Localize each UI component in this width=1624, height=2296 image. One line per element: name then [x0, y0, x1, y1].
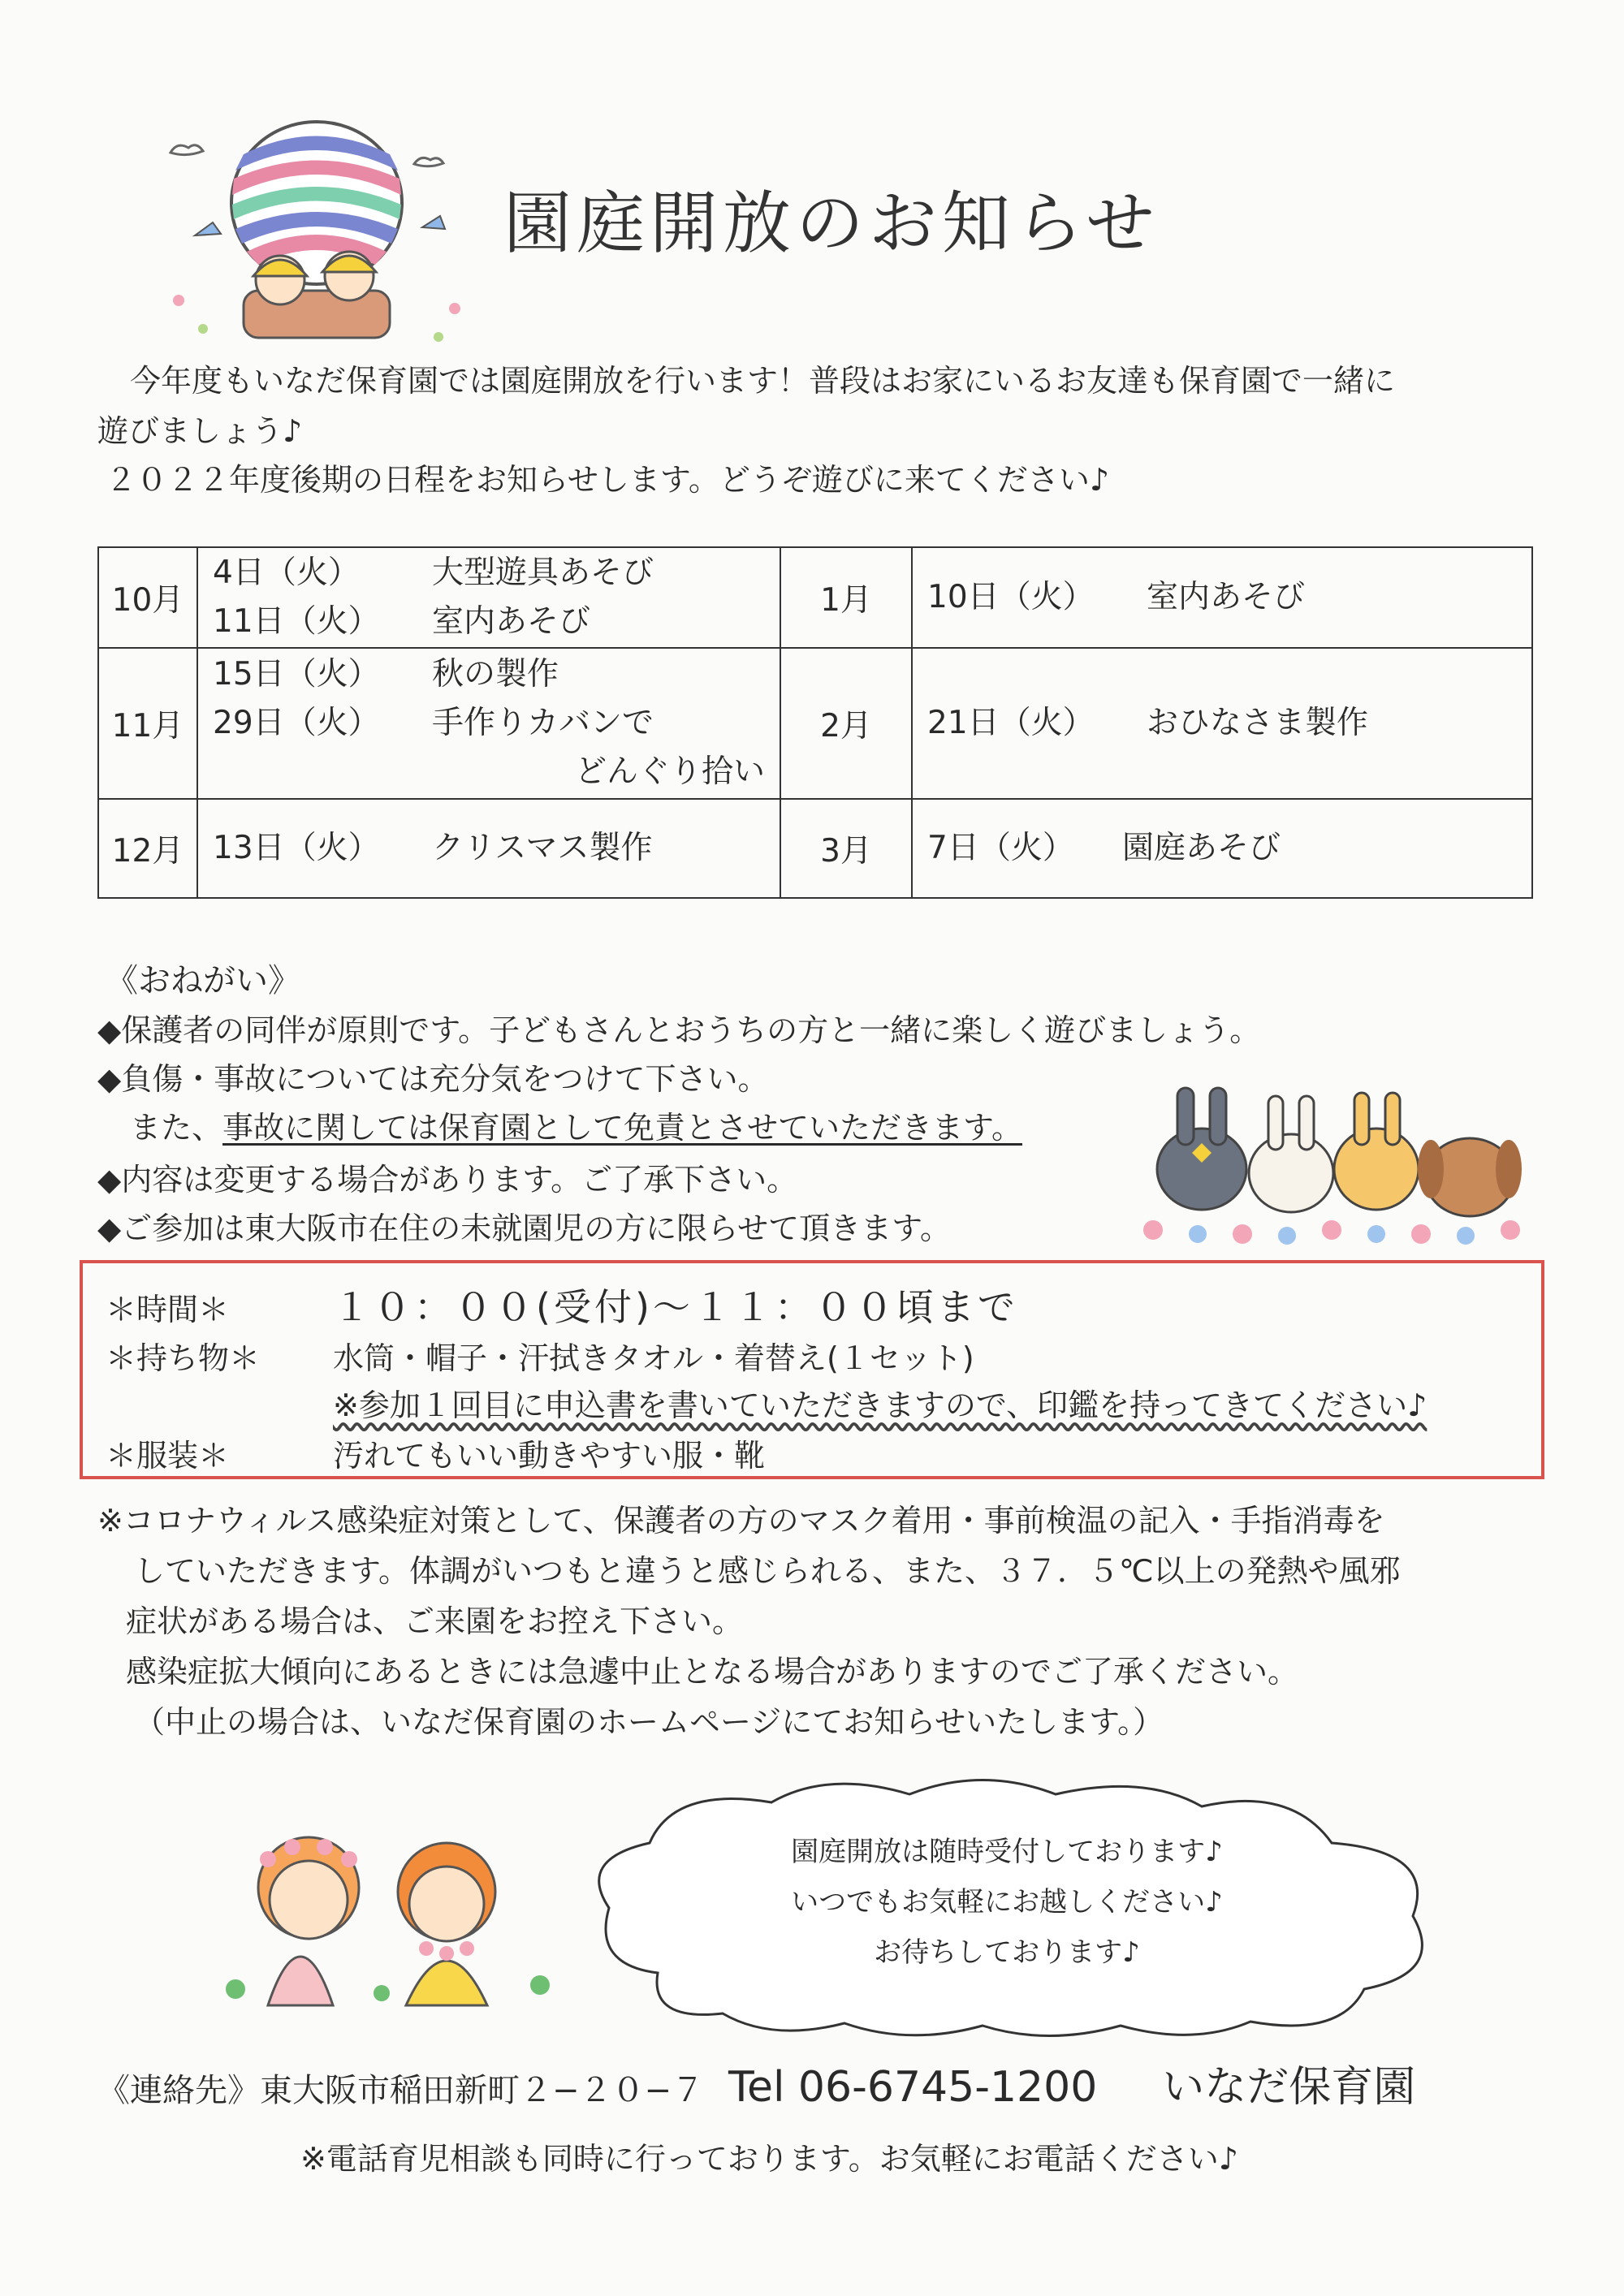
event-activity: 園庭あそび: [1122, 830, 1281, 866]
requests-heading: 《おねがい》: [106, 962, 300, 999]
request-item: ◆負傷・事故については充分気をつけて下さい。: [97, 1061, 769, 1097]
intro-line-2: 遊びましょう♪: [97, 413, 303, 449]
month-cell: 1月: [780, 547, 912, 648]
event-activity-cont: どんぐり拾い: [574, 753, 765, 790]
disclaimer-underlined: 事故に関しては保育園として免責とさせていただきます。: [222, 1110, 1022, 1146]
events-cell: [197, 799, 780, 898]
events-cell: [197, 547, 780, 648]
covid-notice-line: （中止の場合は、いなだ保育園のホームページにてお知らせいたします。）: [134, 1704, 1164, 1740]
animals-illustration: [1129, 1064, 1535, 1250]
covid-notice-line: 症状がある場合は、ご来園をお控え下さい。: [126, 1603, 744, 1639]
time-value: １０：００(受付)～１１：００頃まで: [333, 1285, 1018, 1329]
covid-notice-line: 感染症拡大傾向にあるときには急遽中止となる場合がありますのでご了承ください。: [126, 1654, 1299, 1690]
contact-info: [97, 2052, 1415, 2113]
event-activity: おひなさま製作: [1147, 705, 1369, 741]
request-item: ◆内容は変更する場合があります。ご了承下さい。: [97, 1162, 798, 1198]
intro-line-1: 今年度もいなだ保育園では園庭開放を行います！普段はお家にいるお友達も保育園で一緒に: [130, 363, 1396, 399]
event-date: 11日（火）: [213, 603, 380, 640]
events-cell: [197, 648, 780, 799]
items-label: ＊持ち物＊: [106, 1340, 261, 1376]
request-item: ◆保護者の同伴が原則です。子どもさんとおうちの方と一緒に楽しく遊びましょう。: [97, 1012, 1261, 1048]
table-row: [98, 799, 1532, 898]
month-cell: 3月: [780, 799, 912, 898]
cloud-line: 園庭開放は随時受付しております♪: [791, 1836, 1223, 1868]
event-date: 29日（火）: [213, 705, 380, 741]
event-date: 4日（火）: [213, 555, 360, 591]
cloud-line: お待ちしております♪: [874, 1936, 1140, 1969]
month-cell: 10月: [98, 547, 197, 648]
event-activity: 室内あそび: [1147, 579, 1306, 615]
schedule-table: [97, 546, 1533, 899]
event-activity: 室内あそび: [432, 603, 591, 640]
table-row: [98, 547, 1532, 648]
girls-illustration: [219, 1810, 560, 2013]
table-row: [98, 648, 1532, 799]
event-activity: 手作りカバンで: [432, 705, 654, 741]
request-item: また、事故に関しては保育園として免責とさせていただきます。: [130, 1110, 1022, 1146]
covid-notice-line: ※コロナウィルス感染症対策として、保護者の方のマスク着用・事前検温の記入・手指消毒を: [97, 1503, 1385, 1539]
event-activity: 大型遊具あそび: [432, 555, 654, 591]
covid-notice-line: していただきます。体調がいつもと違うと感じられる、また、３７．５℃以上の発熱や風邪: [134, 1553, 1401, 1589]
balloon-illustration: [146, 114, 487, 357]
request-item: ◆ご参加は東大阪市在住の未就園児の方に限らせて頂きます。: [97, 1211, 952, 1246]
page-title: 園庭開放のお知らせ: [503, 183, 1160, 263]
month-cell: 12月: [98, 799, 197, 898]
event-date: 15日（火）: [213, 656, 380, 693]
clothes-value: 汚れてもいい動きやすい服・靴: [333, 1438, 766, 1474]
month-cell: 11月: [98, 648, 197, 799]
month-cell: 2月: [780, 648, 912, 799]
event-date: 21日（火）: [927, 705, 1095, 741]
contact-name: いなだ保育園: [1162, 2063, 1416, 2112]
footer-note: ※電話育児相談も同時に行っております。お気軽にお電話ください♪: [300, 2141, 1239, 2177]
items-value: 水筒・帽子・汗拭きタオル・着替え(１セット): [333, 1340, 974, 1376]
contact-phone: Tel 06-6745-1200: [728, 2063, 1098, 2112]
event-activity: 秋の製作: [432, 656, 559, 693]
event-date: 10日（火）: [927, 579, 1095, 615]
event-date: 7日（火）: [927, 830, 1074, 866]
intro-line-3: ２０２２年度後期の日程をお知らせします。どうぞ遊びに来てください♪: [106, 462, 1110, 498]
time-label: ＊時間＊: [106, 1292, 230, 1327]
events-cell: [912, 547, 1532, 648]
event-date: 13日（火）: [213, 830, 380, 866]
event-activity: クリスマス製作: [432, 830, 653, 866]
items-note: ※参加１回目に申込書を書いていただきますので、印鑑を持ってきてください♪: [333, 1388, 1427, 1423]
contact-address: 《連絡先》東大阪市稲田新町２−２０−７: [97, 2072, 705, 2109]
cloud-message: [617, 1827, 1397, 1978]
clothes-label: ＊服装＊: [106, 1438, 230, 1474]
events-cell: [912, 648, 1532, 799]
events-cell: [912, 799, 1532, 898]
cloud-line: いつでもお気軽にお越しください♪: [791, 1886, 1223, 1918]
